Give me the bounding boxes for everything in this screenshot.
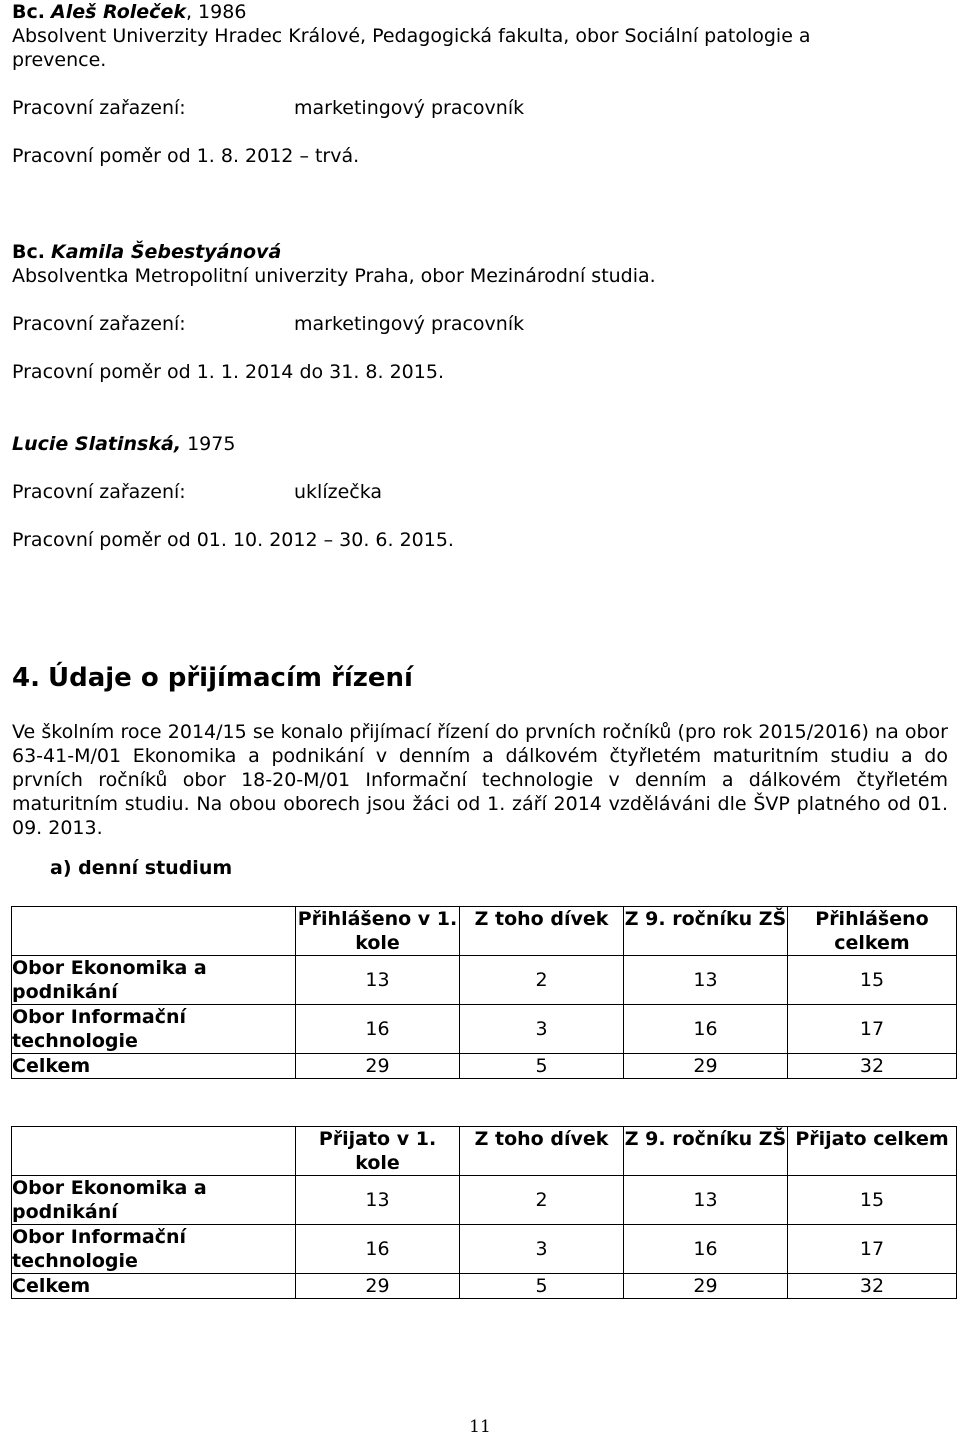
staff-education: Absolvent Univerzity Hradec Králové, Pedagogická fakulta, obor Sociální patologie a prevence. xyxy=(12,25,811,71)
table-row xyxy=(12,1005,957,1054)
table-header-cell xyxy=(12,907,296,956)
subsection-title: a) denní studium xyxy=(50,857,233,879)
table-cell: 16 xyxy=(296,1005,460,1054)
staff-entry xyxy=(12,240,948,384)
position-value: marketingový pracovník xyxy=(294,97,525,119)
row-label: Obor Informační technologie xyxy=(12,1225,296,1274)
table-cell: 17 xyxy=(788,1225,957,1274)
document-page xyxy=(12,0,948,1299)
staff-position-row xyxy=(12,96,948,120)
table-header-row xyxy=(12,1127,957,1176)
table-cell: 15 xyxy=(788,1176,957,1225)
table-cell: 15 xyxy=(788,956,957,1005)
table-row xyxy=(12,956,957,1005)
section-title: Údaje o přijímacím řízení xyxy=(47,663,413,693)
table-cell: 16 xyxy=(296,1225,460,1274)
table-cell: 17 xyxy=(788,1005,957,1054)
staff-employment: Pracovní poměr od 1. 8. 2012 – trvá. xyxy=(12,145,360,167)
table-cell: 13 xyxy=(296,956,460,1005)
applications-table xyxy=(11,906,957,1079)
staff-name: Lucie Slatinská, xyxy=(12,433,182,455)
row-label: Celkem xyxy=(12,1274,296,1299)
table-header-cell: Z 9. ročníku ZŠ xyxy=(624,907,788,956)
table-header-cell: Přijato v 1. kole xyxy=(296,1127,460,1176)
table-cell: 32 xyxy=(788,1274,957,1299)
staff-name-line xyxy=(12,0,948,24)
table-total-row xyxy=(12,1054,957,1079)
table-cell: 29 xyxy=(296,1274,460,1299)
table-header-cell: Přijato celkem xyxy=(788,1127,957,1176)
staff-title: Bc. xyxy=(12,241,45,263)
table-row xyxy=(12,1176,957,1225)
table-cell: 13 xyxy=(296,1176,460,1225)
position-label: Pracovní zařazení: xyxy=(12,481,186,503)
row-label: Obor Informační technologie xyxy=(12,1005,296,1054)
table-header-cell: Z 9. ročníku ZŠ xyxy=(624,1127,788,1176)
table-cell: 29 xyxy=(624,1274,788,1299)
section-paragraph: Ve školním roce 2014/15 se konalo přijímací řízení do prvních ročníků (pro rok 2015/2016) na obor 63-41-M/01 Ekonomika a podnikání v denním a dálkovém čtyřletém maturitním studiu a do prvních ročníků obor 18-20-M/01 Informační technologie v denním a dálkovém čtyřletém maturitním studiu. Na obou oborech jsou žáci od 1. září 2014 vzděláváni dle ŠVP platného od 01. 09. 2013. xyxy=(12,721,948,839)
staff-birth-year: 1975 xyxy=(181,433,236,455)
table-cell: 2 xyxy=(460,1176,624,1225)
row-label: Celkem xyxy=(12,1054,296,1079)
table-header-cell: Z toho dívek xyxy=(460,907,624,956)
table-cell: 3 xyxy=(460,1225,624,1274)
table-cell: 29 xyxy=(296,1054,460,1079)
table-cell: 29 xyxy=(624,1054,788,1079)
position-label: Pracovní zařazení: xyxy=(12,313,186,335)
table-cell: 16 xyxy=(624,1225,788,1274)
table-cell: 32 xyxy=(788,1054,957,1079)
admissions-table xyxy=(11,1126,957,1299)
staff-name: Aleš Roleček xyxy=(51,1,186,23)
table-cell: 5 xyxy=(460,1054,624,1079)
staff-name-line xyxy=(12,432,948,456)
table-cell: 2 xyxy=(460,956,624,1005)
table-header-cell: Přihlášeno celkem xyxy=(788,907,957,956)
staff-birth-year: , 1986 xyxy=(185,1,247,23)
position-label: Pracovní zařazení: xyxy=(12,97,186,119)
page-number: 11 xyxy=(469,1417,491,1437)
position-value: uklízečka xyxy=(294,481,383,503)
staff-employment: Pracovní poměr od 1. 1. 2014 do 31. 8. 2015. xyxy=(12,361,444,383)
row-label: Obor Ekonomika a podnikání xyxy=(12,956,296,1005)
table-row xyxy=(12,1225,957,1274)
table-cell: 13 xyxy=(624,956,788,1005)
staff-education: Absolventka Metropolitní univerzity Praha, obor Mezinárodní studia. xyxy=(12,265,656,287)
table-cell: 16 xyxy=(624,1005,788,1054)
staff-name: Kamila Šebestyánová xyxy=(51,241,282,263)
staff-title: Bc. xyxy=(12,1,45,23)
staff-position-row xyxy=(12,480,948,504)
table-header-cell: Z toho dívek xyxy=(460,1127,624,1176)
table-total-row xyxy=(12,1274,957,1299)
section-heading xyxy=(12,662,948,694)
table-header-cell xyxy=(12,1127,296,1176)
staff-employment: Pracovní poměr od 01. 10. 2012 – 30. 6. 2015. xyxy=(12,529,454,551)
table-header-row xyxy=(12,907,957,956)
staff-name-line xyxy=(12,240,948,264)
position-value: marketingový pracovník xyxy=(294,313,525,335)
table-cell: 5 xyxy=(460,1274,624,1299)
staff-position-row xyxy=(12,312,948,336)
table-cell: 3 xyxy=(460,1005,624,1054)
staff-entry xyxy=(12,0,948,168)
row-label: Obor Ekonomika a podnikání xyxy=(12,1176,296,1225)
table-header-cell: Přihlášeno v 1. kole xyxy=(296,907,460,956)
section-number: 4. xyxy=(12,663,40,693)
staff-entry xyxy=(12,432,948,552)
table-cell: 13 xyxy=(624,1176,788,1225)
